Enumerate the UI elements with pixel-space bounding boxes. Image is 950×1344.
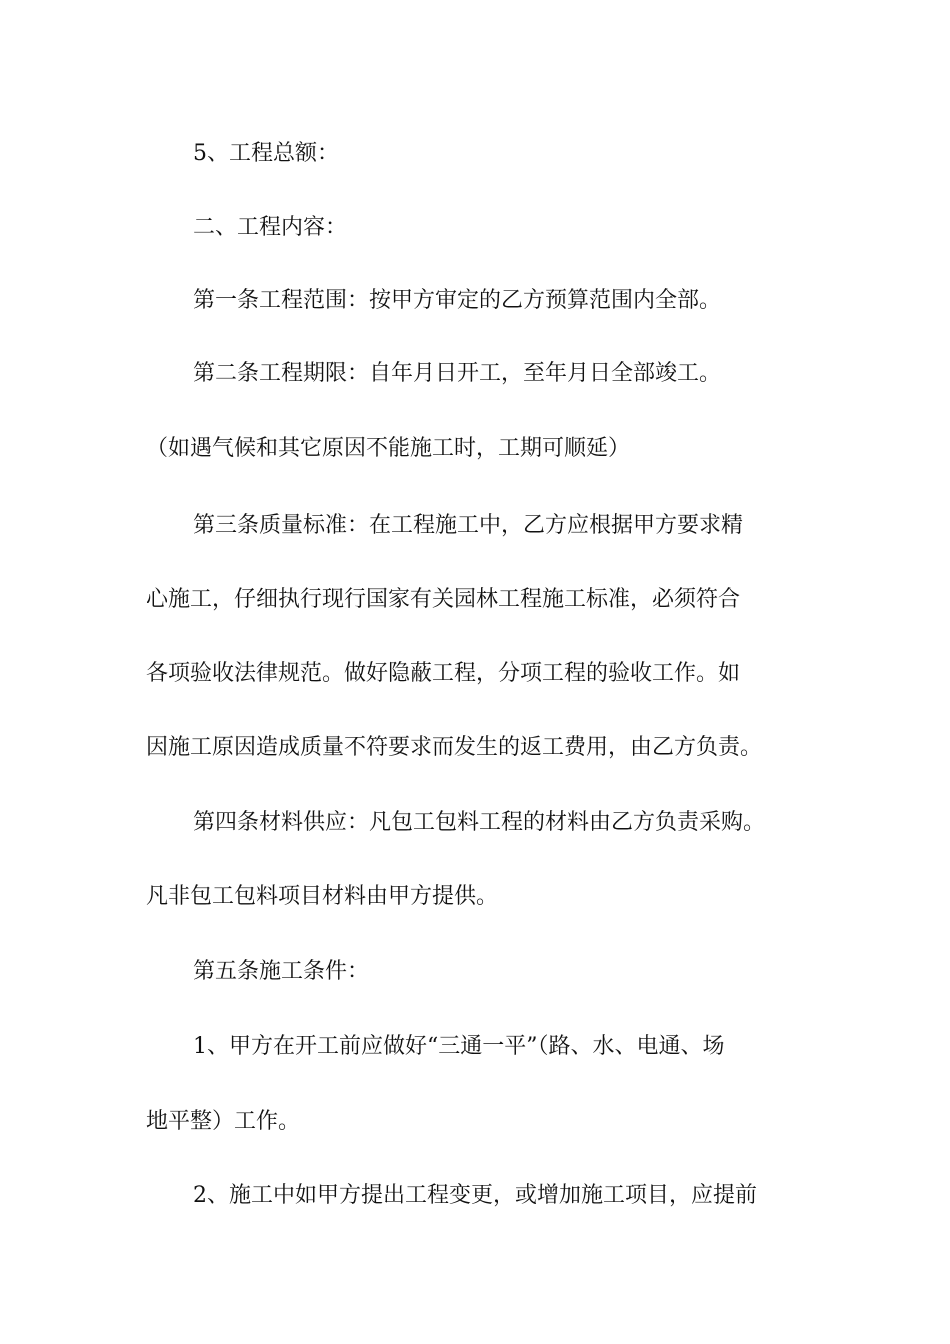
article-3-quality-line-2: 心施工，仔细执行现行国家有关园林工程施工标准，必须符合 [146,587,741,612]
clause-total-amount: 5、工程总额： [193,141,339,166]
section-heading-content: 二、工程内容： [193,215,348,240]
article-3-quality-line-4: 因施工原因造成质量不符要求而发生的返工费用，由乙方负责。 [146,735,763,760]
article-2-note: （如遇气候和其它原因不能施工时，工期可顺延） [146,436,631,461]
article-3-quality-line-3: 各项验收法律规范。做好隐蔽工程，分项工程的验收工作。如 [146,661,741,686]
condition-1-line-1: 1、甲方在开工前应做好“三通一平”（路、水、电通、场 [193,1034,725,1059]
condition-1-line-2: 地平整）工作。 [146,1109,301,1134]
article-3-quality-line-1: 第三条质量标准：在工程施工中，乙方应根据甲方要求精 [193,513,744,538]
article-2-period: 第二条工程期限：自年月日开工，至年月日全部竣工。 [193,361,722,386]
article-4-materials-line-1: 第四条材料供应：凡包工包料工程的材料由乙方负责采购。 [193,810,766,835]
article-1-scope: 第一条工程范围：按甲方审定的乙方预算范围内全部。 [193,288,722,313]
condition-2-line-1: 2、施工中如甲方提出工程变更，或增加施工项目，应提前 [193,1183,757,1208]
article-4-materials-line-2: 凡非包工包料项目材料由甲方提供。 [146,884,499,909]
article-5-conditions: 第五条施工条件： [193,959,370,984]
